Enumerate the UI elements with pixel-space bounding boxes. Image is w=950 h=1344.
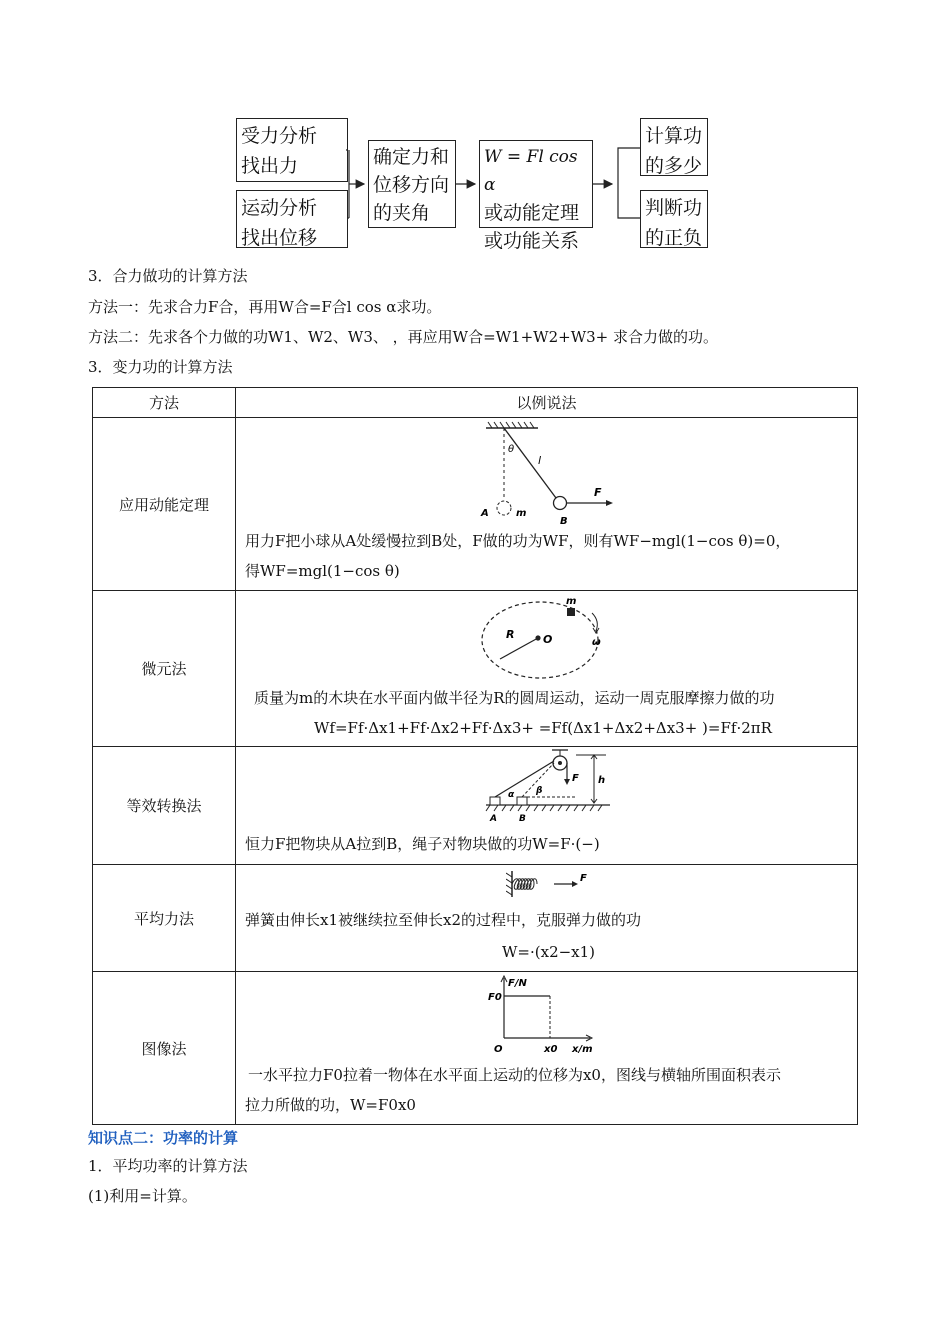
example-text-line2: W=·(x2−x1) bbox=[502, 943, 596, 961]
label-h: h bbox=[598, 775, 606, 786]
example-text-line1: 弹簧由伸长x1被继续拉至伸长x2的过程中，克服弹力做的功 bbox=[245, 911, 642, 929]
flow-text: 的正负 bbox=[645, 227, 703, 249]
flow-text: W = Fl cos α bbox=[484, 147, 578, 195]
pulley-figure bbox=[476, 747, 626, 825]
label-O: O bbox=[543, 633, 553, 646]
flow-text: 的多少 bbox=[645, 155, 703, 177]
section-heading-variable-force: 3．变力功的计算方法 bbox=[88, 358, 233, 376]
table-row bbox=[93, 972, 858, 1125]
label-A: A bbox=[490, 814, 497, 824]
table-row bbox=[93, 418, 858, 591]
label-beta: β bbox=[536, 786, 543, 796]
label-m: m bbox=[516, 508, 527, 519]
knowledge-point-title: 知识点二：功率的计算 bbox=[88, 1129, 239, 1147]
example-text-line2: Wf=Ff·Δx1+Ff·Δx2+Ff·Δx3+ =Ff(Δx1+Δx2+Δx3+ )=Ff·2πR bbox=[314, 719, 772, 737]
label-F: F bbox=[572, 773, 579, 784]
flow-text: 确定力和 bbox=[373, 146, 450, 168]
label-alpha: α bbox=[508, 790, 515, 800]
flow-text: 或功能关系 bbox=[484, 230, 580, 252]
label-B: B bbox=[560, 516, 568, 525]
method-name: 图像法 bbox=[93, 972, 236, 1125]
example-text-line2: 得WF=mgl(1−cos θ) bbox=[245, 562, 400, 580]
flow-text: 位移方向 bbox=[373, 174, 450, 196]
label-R: R bbox=[506, 628, 515, 641]
example-text-line2: 拉力所做的功，W=F0x0 bbox=[245, 1096, 416, 1114]
label-x0: x0 bbox=[544, 1044, 558, 1054]
label-A: A bbox=[481, 508, 489, 519]
table-row bbox=[93, 865, 858, 972]
spring-figure bbox=[506, 869, 596, 899]
example-text-line1: 质量为m的木块在水平面内做半径为R的圆周运动，运动一周克服摩擦力做的功 bbox=[254, 689, 775, 707]
header-method: 方法 bbox=[93, 388, 236, 418]
flow-text: 计算功 bbox=[645, 125, 703, 147]
example-cell bbox=[236, 972, 858, 1125]
label-F: F bbox=[594, 486, 602, 499]
section-heading: 3．合力做功的计算方法 bbox=[88, 267, 248, 285]
table-row bbox=[93, 591, 858, 747]
method-one: 方法一：先求合力F合，再用W合=F合l cos α求功。 bbox=[88, 298, 442, 316]
method-name: 平均力法 bbox=[93, 865, 236, 972]
method-name: 等效转换法 bbox=[93, 747, 236, 865]
label-m: m bbox=[566, 596, 577, 607]
flow-text: 受力分析 bbox=[241, 125, 318, 147]
flow-text: 找出力 bbox=[241, 155, 299, 177]
example-text-line1: 用力F把小球从A处缓慢拉到B处，F做的功为WF，则有WF−mgl(1−cos θ)=0， bbox=[245, 532, 791, 550]
label-B: B bbox=[519, 814, 526, 824]
method-two: 方法二：先求各个力做的功W1、W2、W3、 ，再应用W合=W1+W2+W3+ 求合力做的功。 bbox=[88, 328, 718, 346]
table-row bbox=[93, 747, 858, 865]
label-F-axis: F/N bbox=[508, 978, 527, 989]
example-cell bbox=[236, 418, 858, 591]
example-cell bbox=[236, 865, 858, 972]
flow-text: 判断功 bbox=[645, 197, 703, 219]
method-name: 应用动能定理 bbox=[93, 418, 236, 591]
label-F: F bbox=[580, 873, 587, 884]
flow-text: 运动分析 bbox=[241, 197, 318, 219]
label-origin: O bbox=[494, 1044, 503, 1054]
label-x-axis: x/m bbox=[572, 1044, 593, 1054]
label-omega: ω bbox=[592, 637, 601, 648]
flow-text: 找出位移 bbox=[241, 227, 318, 249]
circular-motion-figure bbox=[480, 593, 620, 688]
method-name: 微元法 bbox=[93, 591, 236, 747]
example-cell bbox=[236, 747, 858, 865]
label-l: l bbox=[538, 454, 542, 467]
flow-text: 或动能定理 bbox=[484, 202, 580, 224]
list-item: (1)利用=计算。 bbox=[88, 1187, 197, 1205]
flow-text: 的夹角 bbox=[373, 202, 431, 224]
label-F0: F0 bbox=[488, 992, 502, 1003]
force-displacement-graph bbox=[486, 974, 606, 1054]
label-theta: θ bbox=[508, 444, 515, 455]
methods-table bbox=[92, 387, 858, 1125]
table-header-row bbox=[93, 388, 858, 418]
example-text-line1: 恒力F把物块从A拉到B，绳子对物块做的功W=F·(−) bbox=[245, 835, 600, 853]
header-example: 以例说法 bbox=[236, 388, 858, 418]
example-text-line1: 一水平拉力F0拉着一物体在水平面上运动的位移为x0，图线与横轴所围面积表示 bbox=[248, 1066, 781, 1084]
flow-connectors bbox=[0, 0, 950, 260]
example-cell bbox=[236, 591, 858, 747]
pendulum-figure bbox=[476, 420, 626, 525]
list-item: 1．平均功率的计算方法 bbox=[88, 1157, 248, 1175]
